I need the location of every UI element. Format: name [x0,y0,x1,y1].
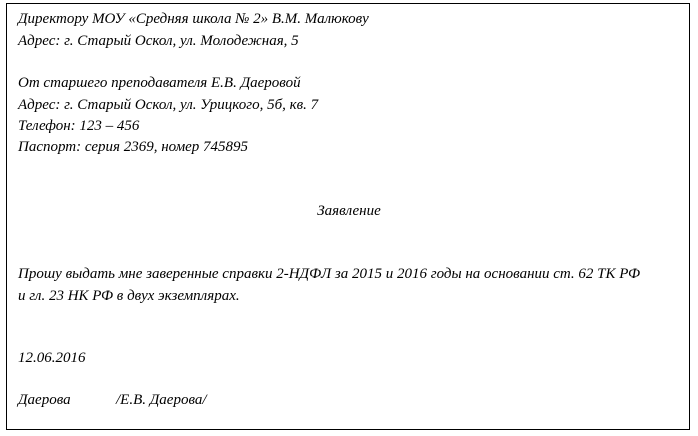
signature-full-name: /Е.В. Даерова/ [116,392,207,408]
body-line-2: и гл. 23 НК РФ в двух экземплярах. [18,288,240,304]
sender-phone: Телефон: 123 – 456 [18,118,140,134]
sender-address: Адрес: г. Старый Оскол, ул. Урицкого, 5б, кв. 7 [18,97,319,113]
document-title: Заявление [317,203,381,219]
sender-passport: Паспорт: серия 2369, номер 745895 [18,139,249,155]
addressee-address: Адрес: г. Старый Оскол, ул. Молодежная, 5 [18,33,299,49]
document-frame [6,3,690,430]
addressee-line: Директору МОУ «Средняя школа № 2» В.М. Малюкову [18,11,369,27]
signature-block [18,391,207,409]
document-date: 12.06.2016 [18,350,86,366]
sender-line: От старшего преподавателя Е.В. Даеровой [18,75,301,91]
signature-surname: Даерова [18,392,71,408]
body-line-1: Прошу выдать мне заверенные справки 2-НДФЛ за 2015 и 2016 годы на основании ст. 62 ТК РФ [18,266,641,282]
